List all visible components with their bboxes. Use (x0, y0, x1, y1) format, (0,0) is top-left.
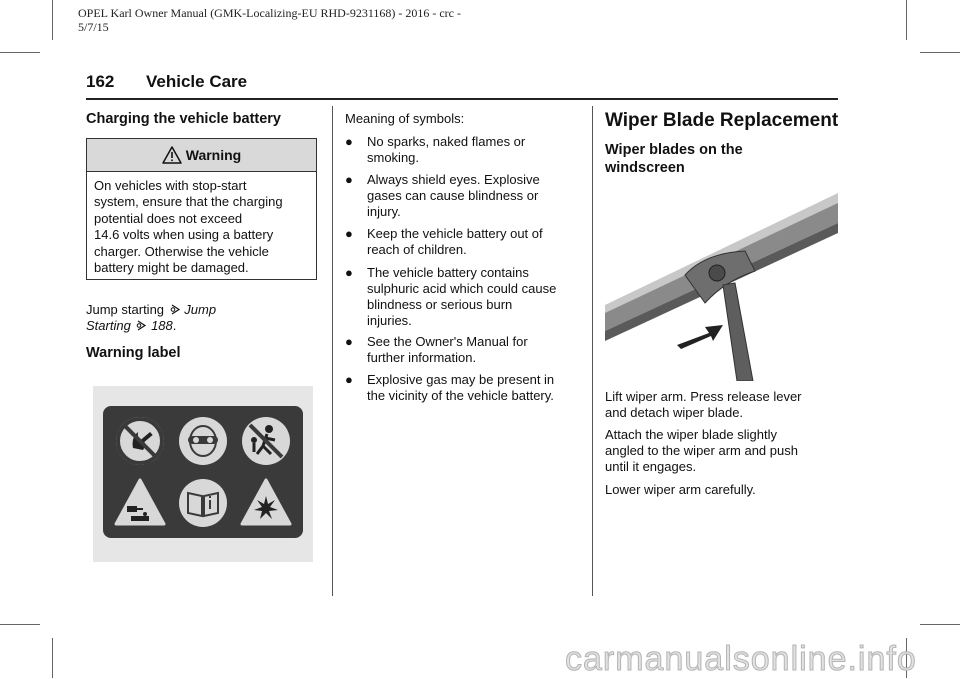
crop-mark (920, 624, 960, 625)
keep-children-away-icon (239, 414, 293, 468)
warning-line: potential does not exceed (94, 210, 243, 226)
warning-line: battery might be damaged. (94, 260, 249, 276)
list-item-line: injuries. (367, 313, 412, 328)
jump-link-text[interactable]: Jump (184, 302, 217, 317)
explosion-hazard-icon (239, 476, 293, 530)
list-item-line: See the Owner's Manual for (367, 334, 528, 349)
crop-mark (920, 52, 960, 53)
list-item-line: the vicinity of the vehicle battery. (367, 388, 554, 403)
bullet-dot: ● (345, 265, 353, 280)
section-title: Vehicle Care (146, 72, 248, 91)
crop-mark (52, 0, 53, 40)
list-item-line: Keep the vehicle battery out of (367, 226, 543, 241)
warning-box (86, 138, 317, 280)
bullet-dot: ● (345, 226, 353, 241)
bullet-dot: ● (345, 334, 353, 349)
page-number: 162 (86, 72, 115, 91)
wiper-title: Wiper Blade Replacement (605, 110, 839, 131)
wiper-paragraph-line: and detach wiper blade. (605, 405, 744, 420)
acid-hazard-icon (113, 476, 167, 530)
symbols-intro: Meaning of symbols: (345, 111, 465, 126)
jump-period: . (172, 318, 177, 333)
list-item-line: further information. (367, 350, 477, 365)
wiper-subheading (605, 141, 743, 177)
battery-heading: Charging the vehicle battery (86, 111, 281, 127)
warning-header (87, 139, 316, 172)
read-manual-icon (176, 476, 230, 530)
jump-starting-prefix: Jump starting (86, 302, 165, 317)
crop-mark (906, 0, 907, 40)
list-item-line: reach of children. (367, 242, 467, 257)
warning-line: system, ensure that the charging (94, 194, 283, 210)
jump-starting-reference (86, 302, 326, 334)
warning-text (87, 172, 316, 282)
document-meta-line: OPEL Karl Owner Manual (GMK-Localizing-EU RHD-9231168) - 2016 - crc - (78, 6, 462, 20)
warning-label-heading: Warning label (86, 345, 181, 361)
wiper-paragraph-line: Attach the wiper blade slightly (605, 427, 777, 442)
list-item-line: blindness or serious burn (367, 297, 513, 312)
wiper-subheading-line: windscreen (605, 160, 685, 176)
wiper-paragraph: Lower wiper arm carefully. (605, 482, 756, 497)
wiper-paragraph (605, 389, 802, 421)
bullet-dot: ● (345, 134, 353, 149)
list-item-line: No sparks, naked flames or (367, 134, 526, 149)
crop-mark (0, 624, 40, 625)
list-item-line: injury. (367, 204, 401, 219)
list-item-line: gases can cause blindness or (367, 188, 539, 203)
warning-title: Warning (185, 147, 242, 163)
list-item-line: sulphuric acid which could cause (367, 281, 557, 296)
document-meta-date: 5/7/15 (78, 20, 109, 34)
column-divider (592, 106, 593, 596)
wiper-paragraph-line: until it engages. (605, 459, 697, 474)
header-rule (86, 98, 838, 100)
watermark: carmanualsonline.info (565, 640, 917, 678)
list-item-line: The vehicle battery contains (367, 265, 529, 280)
crop-mark (0, 52, 40, 53)
warning-label-panel (103, 406, 303, 538)
wiper-paragraph-line: Lift wiper arm. Press release lever (605, 389, 802, 404)
warning-label-image (93, 386, 313, 562)
eye-protection-icon (176, 414, 230, 468)
list-item-line: smoking. (367, 150, 420, 165)
warning-triangle-icon (162, 146, 182, 164)
warning-line: On vehicles with stop-start (94, 178, 247, 193)
wiper-subheading-line: Wiper blades on the (605, 142, 743, 158)
bullet-dot: ● (345, 172, 353, 187)
bullet-dot: ● (345, 372, 353, 387)
list-item-line: Always shield eyes. Explosive (367, 172, 540, 187)
jump-page-link[interactable]: 188 (151, 318, 173, 333)
no-flames-icon (113, 414, 167, 468)
warning-line: 14.6 volts when using a battery (94, 227, 274, 243)
list-item-line: Explosive gas may be present in (367, 372, 555, 387)
cross-reference-icon (136, 320, 147, 331)
wiper-paragraph (605, 427, 798, 475)
cross-reference-icon (170, 304, 181, 315)
wiper-blade-illustration (605, 193, 838, 381)
column-divider (332, 106, 333, 596)
document-meta (78, 6, 461, 34)
crop-mark (52, 638, 53, 678)
wiper-paragraph-line: angled to the wiper arm and push (605, 443, 798, 458)
warning-line: charger. Otherwise the vehicle (94, 243, 269, 259)
jump-link-text-cont[interactable]: Starting (86, 318, 131, 333)
